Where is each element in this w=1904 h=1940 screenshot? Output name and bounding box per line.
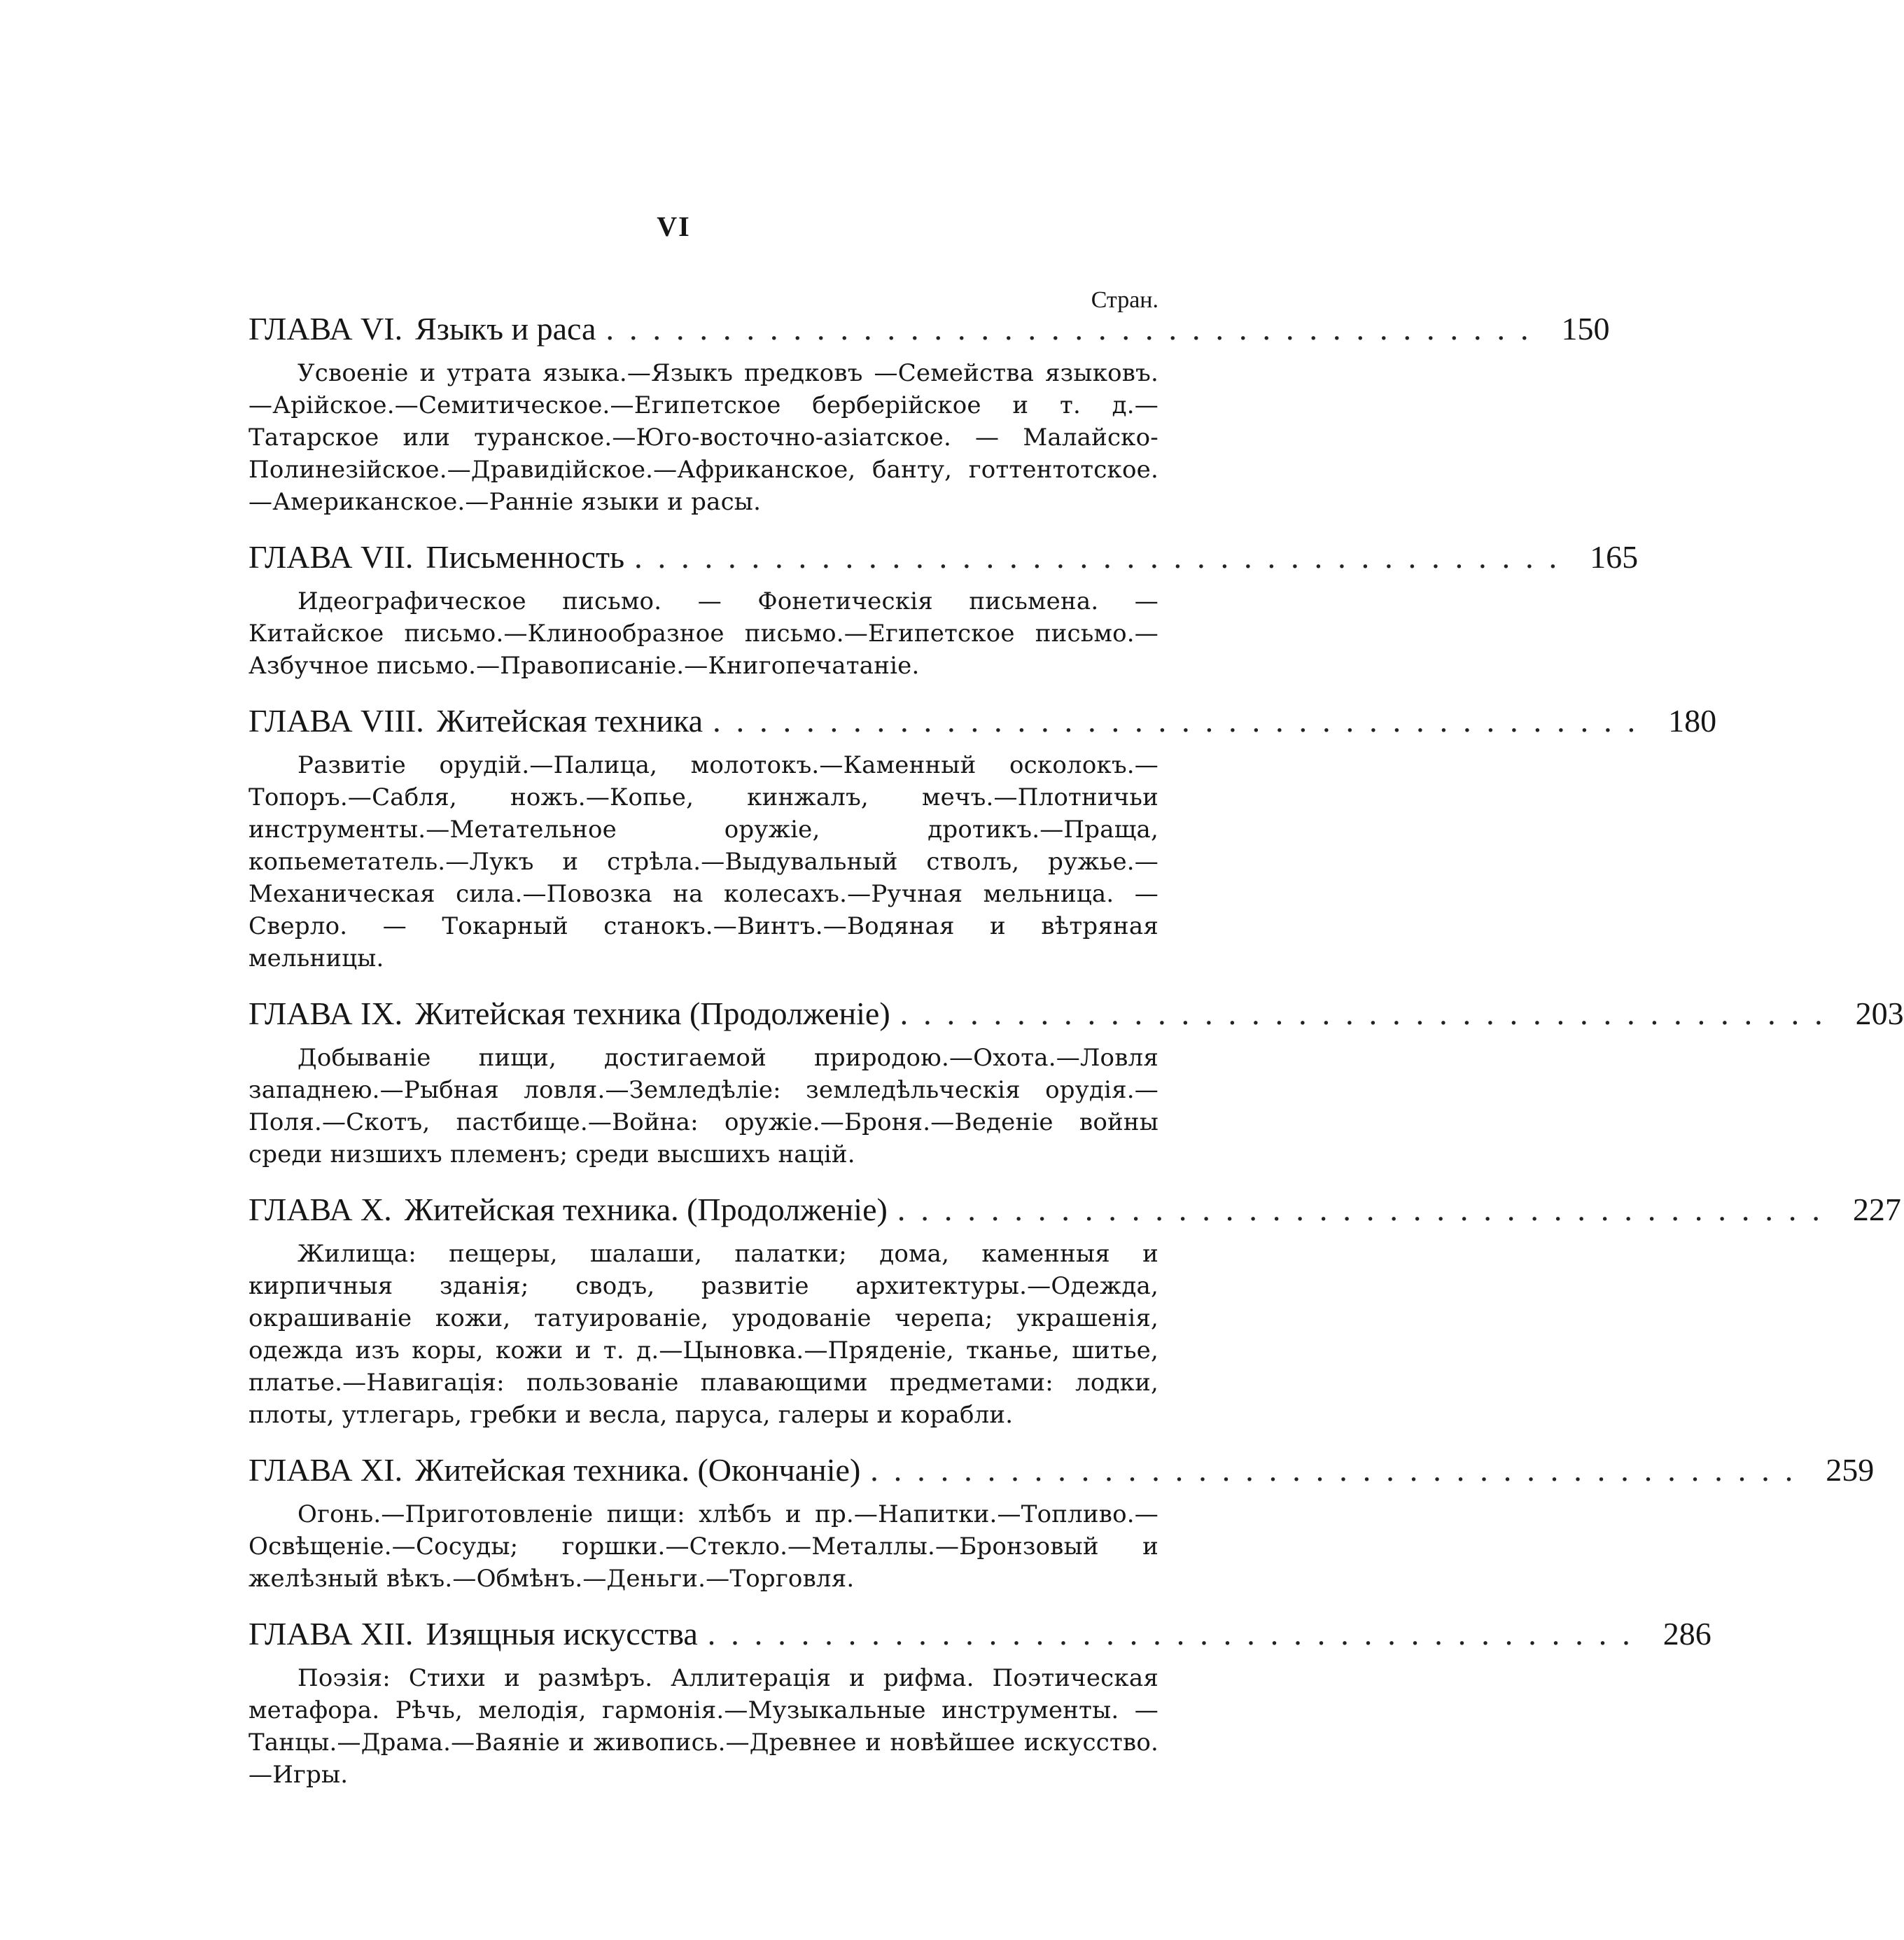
chapter-heading bbox=[248, 308, 1610, 350]
chapter-summary: Добываніе пищи, достигаемой природою.—Охота.—Ловля западнею.—Рыбная ловля.—Земледѣліе: земледѣльческія орудія.—Поля.—Скотъ, пастбище.—Война: оружіе.—Броня.—Веденіе войны среди низшихъ племенъ; среди высшихъ націй. bbox=[248, 1044, 1158, 1168]
chapter-page: 203 bbox=[1855, 996, 1904, 1031]
chapter-label: ГЛАВА VIII. bbox=[248, 703, 424, 739]
chapter-entry bbox=[248, 1613, 1712, 1791]
chapter-summary: Идеографическое письмо. — Фонетическія письмена. — Китайское письмо.—Клинообразное письмо.—Египетское письмо.—Азбучное письмо.—Правописаніе.—Книгопечатаніе. bbox=[248, 587, 1158, 680]
dot-leader: ........................................ bbox=[899, 996, 1838, 1031]
chapter-title: Житейская техника. (Продолженіе) bbox=[404, 1192, 888, 1227]
chapter-summary: Развитіе орудій.—Палица, молотокъ.—Каменный осколокъ.—Топоръ.—Сабля, ножъ.—Копье, кинжалъ, мечъ.—Плотничьи инструменты.—Метательное оружіе, дротикъ.—Праща, копьеметатель.—Лукъ и стрѣла.—Выдувальный стволъ, ружье.—Механическая сила.—Повозка на колесахъ.—Ручная мельница. — Сверло. — Токарный станокъ.—Винтъ.—Водяная и вѣтряная мельницы. bbox=[248, 751, 1158, 972]
chapter-heading bbox=[248, 1189, 1901, 1231]
chapter-label: ГЛАВА XI. bbox=[248, 1452, 403, 1488]
chapter-label: ГЛАВА X. bbox=[248, 1192, 392, 1227]
page-number: VI bbox=[657, 211, 691, 242]
chapter-entry bbox=[248, 1189, 1901, 1431]
chapter-summary: Поэзія: Стихи и размѣръ. Аллитерація и рифма. Поэтическая метафора. Рѣчь, мелодія, гармонія.—Музыкальные инструменты. — Танцы.—Драма.—Ваяніе и живопись.—Древнее и новѣйшее искусство.—Игры. bbox=[248, 1664, 1158, 1789]
chapter-heading bbox=[248, 536, 1639, 578]
chapter-heading bbox=[248, 1613, 1712, 1655]
chapter-title: Житейская техника (Продолженіе) bbox=[415, 996, 890, 1031]
chapter-page: 180 bbox=[1668, 703, 1717, 739]
chapter-page: 259 bbox=[1826, 1452, 1875, 1488]
dot-leader: ........................................ bbox=[897, 1192, 1835, 1227]
chapter-summary: Огонь.—Приготовленіе пищи: хлѣбъ и пр.—Напитки.—Топливо.—Освѣщеніе.—Сосуды; горшки.—Стекло.—Металлы.—Бронзовый и желѣзный вѣкъ.—Обмѣнъ.—Деньги.—Торговля. bbox=[248, 1500, 1158, 1593]
chapter-label: ГЛАВА VII. bbox=[248, 539, 414, 575]
chapter-entry bbox=[248, 308, 1610, 518]
dot-leader: ........................................ bbox=[713, 703, 1651, 739]
chapter-entry bbox=[248, 993, 1904, 1171]
chapter-heading bbox=[248, 1449, 1875, 1491]
chapter-entry bbox=[248, 1449, 1875, 1595]
chapter-page: 165 bbox=[1590, 539, 1639, 575]
chapter-summary: Жилища: пещеры, шалаши, палатки; дома, каменныя и кирпичныя зданія; сводъ, развитіе архитектуры.—Одежда, окрашиваніе кожи, татуированіе, уродованіе черепа; украшенія, одежда изъ коры, кожи и т. д.—Цыновка.—Пряденіе, тканье, шитье, платье.—Навигація: пользованіе плавающими предметами: лодки, плоты, утлегарь, гребки и весла, паруса, галеры и корабли. bbox=[248, 1240, 1158, 1429]
chapter-label: ГЛАВА VI. bbox=[248, 311, 403, 347]
chapter-title: Языкъ и раса bbox=[415, 311, 596, 347]
chapter-entry bbox=[248, 700, 1717, 975]
chapter-label: ГЛАВА XII. bbox=[248, 1616, 414, 1652]
chapter-title: Изящныя искусства bbox=[426, 1616, 698, 1652]
chapter-entry bbox=[248, 536, 1639, 682]
chapter-summary: Усвоеніе и утрата языка.—Языкъ предковъ —Семейства языковъ.—Арійское.—Семитическое.—Египетское берберійское и т. д.—Татарское или туранское.—Юго-восточно-азіатское. — Малайско-Полинезійское.—Дравидійское.—Африканское, банту, готтентотское.—Американское.—Ранніе языки и расы. bbox=[248, 359, 1158, 516]
chapter-heading bbox=[248, 700, 1717, 742]
chapter-page: 227 bbox=[1852, 1192, 1901, 1227]
dot-leader: ........................................ bbox=[634, 539, 1573, 575]
dot-leader: ........................................ bbox=[606, 311, 1544, 347]
dot-leader: ........................................ bbox=[707, 1616, 1646, 1652]
chapter-title: Письменность bbox=[426, 539, 625, 575]
chapter-title: Житейская техника bbox=[436, 703, 704, 739]
chapter-title: Житейская техника. (Окончаніе) bbox=[415, 1452, 861, 1488]
chapter-page: 150 bbox=[1561, 311, 1610, 347]
dot-leader: ........................................ bbox=[870, 1452, 1809, 1488]
chapter-label: ГЛАВА IX. bbox=[248, 996, 403, 1031]
chapter-heading bbox=[248, 993, 1904, 1035]
page-column-header: Стран. bbox=[1091, 287, 1158, 313]
table-of-contents bbox=[248, 308, 1904, 1809]
chapter-page: 286 bbox=[1662, 1616, 1712, 1652]
